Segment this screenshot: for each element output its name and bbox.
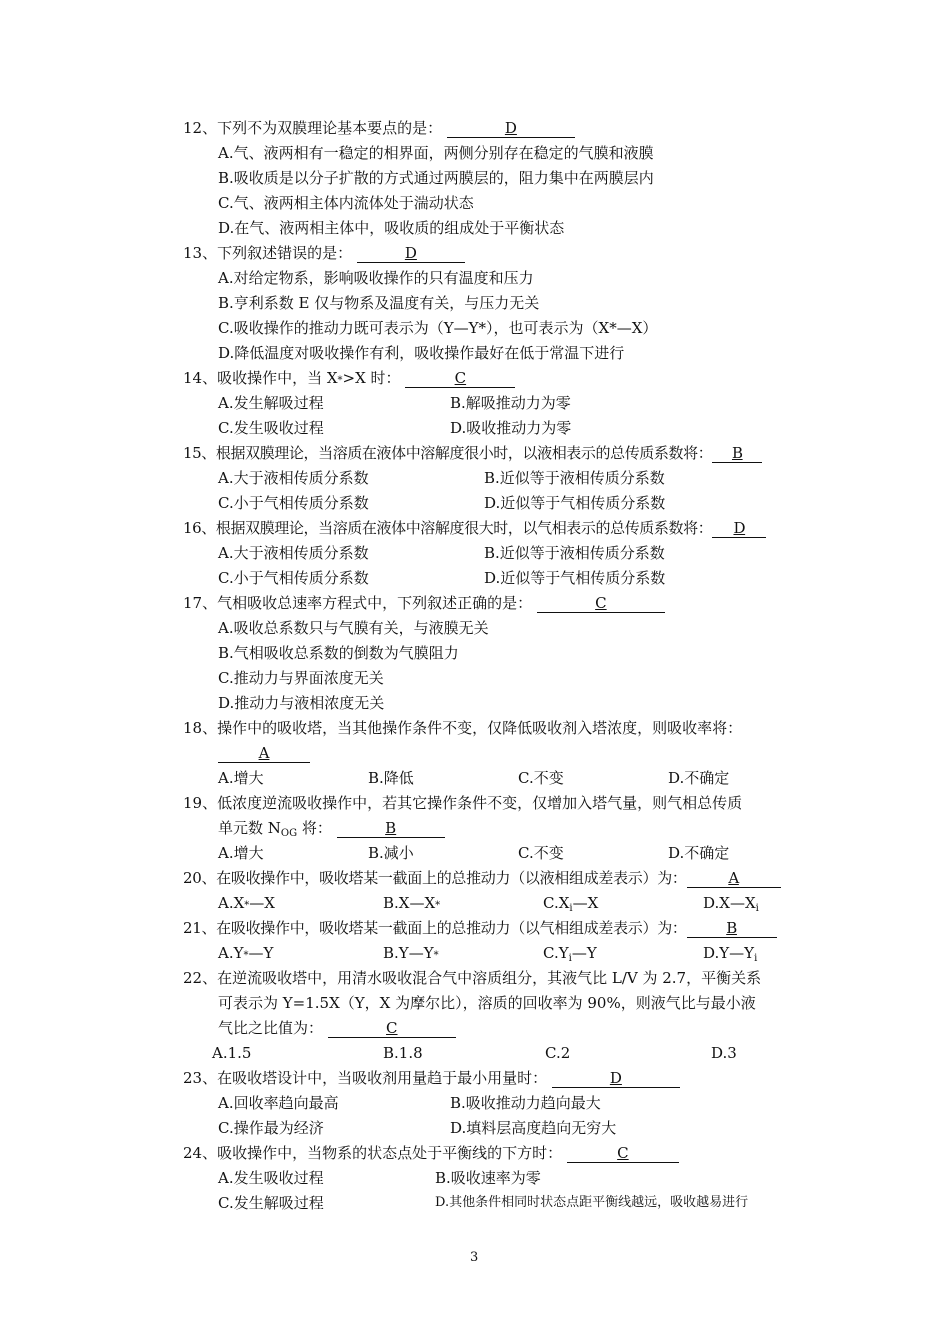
option: A.大于液相传质分系数	[218, 469, 369, 487]
option: A.对给定物系，影响吸收操作的只有温度和压力	[218, 269, 534, 287]
option: C.推动力与界面浓度无关	[218, 669, 384, 687]
option: D.不确定	[668, 769, 730, 787]
option: B.X—X*	[383, 894, 441, 912]
question-17: 17、气相吸收总速率方程式中，下列叙述正确的是： C	[183, 593, 665, 613]
option: A.增大	[218, 844, 264, 862]
option: B.解吸推动力为零	[450, 394, 571, 412]
question-12: 12、下列不为双膜理论基本要点的是： D	[183, 118, 575, 138]
answer-blank: A	[687, 870, 781, 888]
option: B.气相吸收总系数的倒数为气膜阻力	[218, 644, 459, 662]
answer-blank: C	[328, 1020, 456, 1038]
question-15: 15、根据双膜理论，当溶质在液体中溶解度很小时，以液相表示的总传质系数将： B	[183, 443, 762, 463]
option: B.吸收推动力趋向最大	[450, 1094, 601, 1112]
question-19: 19、低浓度逆流吸收操作中，若其它操作条件不变，仅增加入塔气量，则气相总传质	[183, 794, 743, 812]
option: $C.Y_i—Y$	[543, 944, 597, 964]
option: D.推动力与液相浓度无关	[218, 694, 385, 712]
option: C.发生解吸过程	[218, 1194, 324, 1212]
question-18: 18、操作中的吸收塔，当其他操作条件不变，仅降低吸收剂入塔浓度，则吸收率将：	[183, 719, 743, 737]
page-number: 3	[470, 1250, 479, 1265]
option: B.Y—Y*	[383, 944, 439, 962]
option: D.在气、液两相主体中，吸收质的组成处于平衡状态	[218, 219, 565, 237]
option: C.操作最为经济	[218, 1119, 324, 1137]
option: A.吸收总系数只与气膜有关，与液膜无关	[218, 619, 489, 637]
question-13: 13、下列叙述错误的是： D	[183, 243, 465, 263]
option: D.近似等于气相传质分系数	[484, 569, 666, 587]
option: D.填料层高度趋向无穷大	[450, 1119, 617, 1137]
option: D.其他条件相同时状态点距平衡线越远，吸收越易进行	[435, 1195, 749, 1210]
question-14: 14、吸收操作中，当 X*>X 时： C	[183, 368, 515, 391]
option: A.大于液相传质分系数	[218, 544, 369, 562]
answer-blank: C	[567, 1145, 679, 1163]
option: A.Y*—Y	[218, 944, 274, 962]
option: C.小于气相传质分系数	[218, 569, 369, 587]
option: B.吸收质是以分子扩散的方式通过两膜层的，阻力集中在两膜层内	[218, 169, 654, 187]
question-20: 20、在吸收操作中，吸收塔某一截面上的总推动力（以液相组成差表示）为： A	[183, 868, 781, 888]
option: D.不确定	[668, 844, 730, 862]
option: B.1.8	[383, 1044, 423, 1062]
option: D.吸收推动力为零	[450, 419, 572, 437]
option: B.吸收速率为零	[435, 1169, 541, 1187]
option: A.X*—X	[218, 894, 275, 912]
question-22: 22、在逆流吸收塔中，用清水吸收混合气中溶质组分，其液气比 L/V 为 2.7，平衡关系	[183, 969, 762, 987]
option: B.减小	[368, 844, 414, 862]
answer-blank: B	[337, 820, 445, 838]
option: D.降低温度对吸收操作有利，吸收操作最好在低于常温下进行	[218, 344, 625, 362]
answer-blank: B	[687, 920, 777, 938]
option: C.发生吸收过程	[218, 419, 324, 437]
option: C.不变	[518, 769, 564, 787]
option: C.小于气相传质分系数	[218, 494, 369, 512]
option: B.近似等于液相传质分系数	[484, 469, 665, 487]
option: C.不变	[518, 844, 564, 862]
question-22-cont: 可表示为 Y=1.5X（Y，X 为摩尔比），溶质的回收率为 90%，则液气比与最小液	[218, 994, 756, 1012]
option: B.亨利系数 E 仅与物系及温度有关，与压力无关	[218, 294, 540, 312]
option: C.2	[545, 1044, 571, 1062]
option: A.发生解吸过程	[218, 394, 324, 412]
answer-blank: D	[357, 245, 465, 263]
answer-blank: C	[537, 595, 665, 613]
option: A.1.5	[212, 1044, 252, 1062]
question-19-cont: 单元数 $N_{OG}$ 将： B	[218, 818, 445, 844]
question-24: 24、吸收操作中，当物系的状态点处于平衡线的下方时： C	[183, 1143, 679, 1163]
option: B.近似等于液相传质分系数	[484, 544, 665, 562]
question-16: 16、根据双膜理论，当溶质在液体中溶解度很大时，以气相表示的总传质系数将： D	[183, 518, 766, 538]
option: A.气、液两相有一稳定的相界面，两侧分别存在稳定的气膜和液膜	[218, 144, 654, 162]
option: C.气、液两相主体内流体处于湍动状态	[218, 194, 474, 212]
option: C.吸收操作的推动力既可表示为（Y—Y*），也可表示为（X*—X）	[218, 319, 658, 337]
option: D.近似等于气相传质分系数	[484, 494, 666, 512]
option: A.回收率趋向最高	[218, 1094, 339, 1112]
answer-blank: A	[218, 745, 310, 763]
answer-blank: C	[405, 370, 515, 388]
answer-blank: D	[712, 520, 766, 538]
answer-blank: D	[552, 1070, 680, 1088]
option: $D.X—X_i$	[703, 894, 759, 914]
option: A.发生吸收过程	[218, 1169, 324, 1187]
question-22-cont2: 气比之比值为： C	[218, 1018, 456, 1038]
option: $C.X_i—X$	[543, 894, 599, 914]
answer-blank: B	[712, 445, 762, 463]
option: D.3	[711, 1044, 737, 1062]
question-18-blank-line	[218, 743, 310, 763]
option: A.增大	[218, 769, 264, 787]
question-21: 21、在吸收操作中，吸收塔某一截面上的总推动力（以气相组成差表示）为： B	[183, 918, 777, 938]
question-23: 23、在吸收塔设计中，当吸收剂用量趋于最小用量时： D	[183, 1068, 680, 1088]
answer-blank: D	[447, 120, 575, 138]
option: $D.Y—Y_i$	[703, 944, 758, 964]
option: B.降低	[368, 769, 414, 787]
